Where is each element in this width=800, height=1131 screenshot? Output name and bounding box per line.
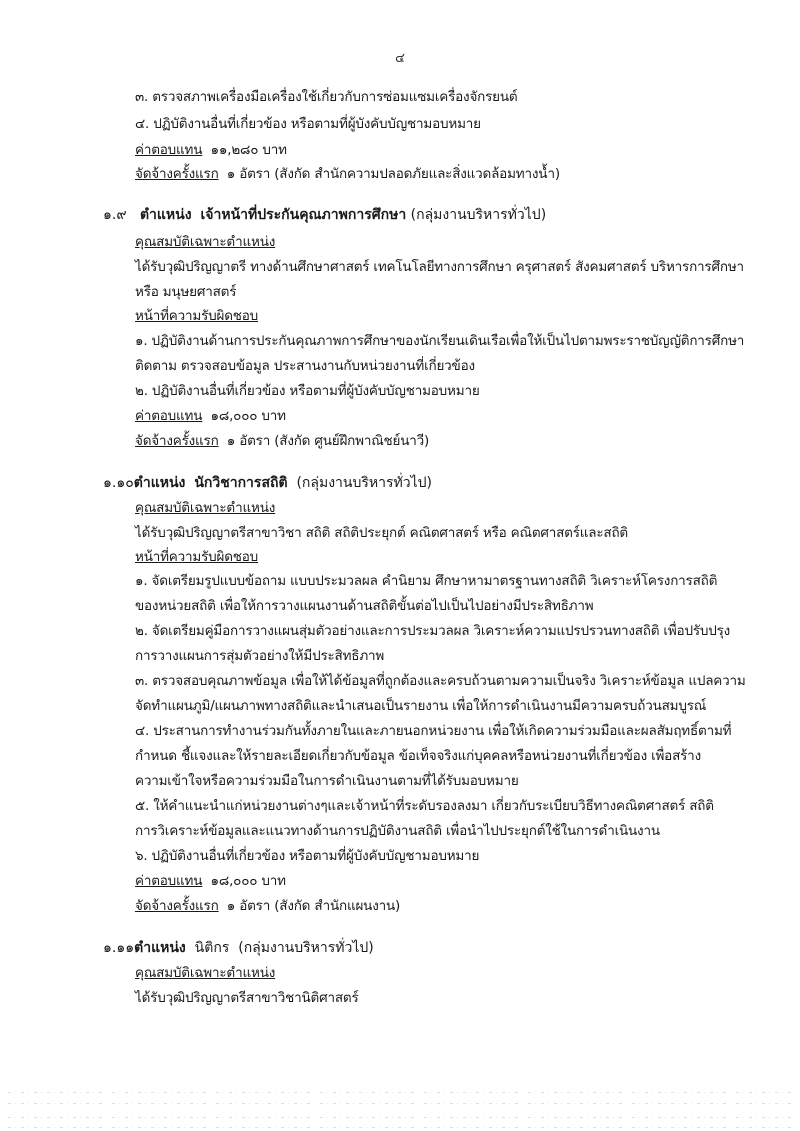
qualification-text: ได้รับวุฒิปริญญาตรี ทางด้านศึกษาศาสตร์ เทคโนโลยีทางการศึกษา ครุศาสตร์ สังคมศาสตร์ บริหารการศึกษา [135,259,744,275]
duty-item: การวางแผนการสุ่มตัวอย่างให้มีประสิทธิภาพ [135,648,385,664]
compensation-line [135,141,287,159]
duty-item: ๓. ตรวจสอบคุณภาพข้อมูล เพื่อให้ได้ข้อมูลที่ถูกต้องและครบถ้วนตามความเป็นจริง วิเคราะห์ข้อมูล แปลความ [135,673,746,689]
duty-item: ๓. ตรวจสภาพเครื่องมือเครื่องใช้เกี่ยวกับการซ่อมแซมเครื่องจักรยนต์ [135,89,518,105]
position-label: ตำแหน่ง [134,940,186,956]
position-group: (กลุ่มงานบริหารทั่วไป) [296,475,432,491]
section-heading [103,939,374,957]
hiring-line [135,165,560,183]
section-number: ๑.๙ [103,207,127,223]
position-group: (กลุ่มงานบริหารทั่วไป) [238,940,374,956]
qualifications-label: คุณสมบัติเฉพาะตำแหน่ง [135,234,276,250]
hiring-label: จัดจ้างครั้งแรก [135,166,219,182]
position-title: เจ้าหน้าที่ประกันคุณภาพการศึกษา [200,207,407,223]
duty-item: ๔. ปฏิบัติงานอื่นที่เกี่ยวข้อง หรือตามที่ผู้บังคับบัญชามอบหมาย [135,116,481,132]
compensation-label: ค่าตอบแทน [135,142,203,158]
duty-item: ๒. ปฏิบัติงานอื่นที่เกี่ยวข้อง หรือตามที่ผู้บังคับบัญชามอบหมาย [135,383,480,399]
duty-item: กำหนด ชี้แจงและให้รายละเอียดเกี่ยวกับข้อมูล ข้อเท็จจริงแก่บุคคลหรือหน่วยงานที่เกี่ยวข้อง เพื่อสร้าง [135,748,701,764]
compensation-line [135,872,286,890]
duty-item: การวิเคราะห์ข้อมูลและแนวทางด้านการปฏิบัติงานสถิติ เพื่อนำไปประยุกต์ใช้ในการดำเนินงาน [135,823,660,839]
hiring-value: ๑ อัตรา (สังกัด สำนักแผนงาน) [226,898,401,914]
duty-item: ๑. จัดเตรียมรูปแบบข้อถาม แบบประมวลผล คำนิยาม ศึกษาหามาตรฐานทางสถิติ วิเคราะห์โครงการสถิติ [135,573,718,589]
section-heading [103,474,432,492]
duty-item: ๑. ปฏิบัติงานด้านการประกันคุณภาพการศึกษาของนักเรียนเดินเรือเพื่อให้เป็นไปตามพระราชบัญญัติการศึกษา [135,333,745,349]
qualifications-label: คุณสมบัติเฉพาะตำแหน่ง [135,965,276,981]
hiring-value: ๑ อัตรา (สังกัด สำนักความปลอดภัยและสิ่งแวดล้อมทางน้ำ) [226,166,560,182]
section-heading [103,206,546,224]
qualification-text: ได้รับวุฒิปริญญาตรีสาขาวิชานิติศาสตร์ [135,990,359,1006]
scan-noise-line [8,1092,792,1093]
hiring-value: ๑ อัตรา (สังกัด ศูนย์ฝึกพาณิชย์นาวี) [226,433,430,449]
position-label: ตำแหน่ง [133,475,186,491]
duty-item: ๔. ประสานการทำงานร่วมกันทั้งภายในและภายนอกหน่วยงาน เพื่อให้เกิดความร่วมมือและผลสัมฤทธิ์ตามที่ [135,723,732,739]
position-title: นักวิชาการสถิติ [194,475,288,491]
hiring-label: จัดจ้างครั้งแรก [135,433,219,449]
hiring-line [135,897,400,915]
compensation-label: ค่าตอบแทน [135,408,203,424]
scan-noise-line [8,1117,792,1118]
section-number: ๑.๑๑ [103,940,135,956]
duty-item: ความเข้าใจหรือความร่วมมือในการดำเนินงานตามที่ได้รับมอบหมาย [135,773,519,789]
scan-noise-line [8,1127,792,1128]
hiring-line [135,432,429,450]
section-number: ๑.๑๐ [103,475,134,491]
position-label: ตำแหน่ง [139,207,192,223]
duty-item: จัดทำแผนภูมิ/แผนภาพทางสถิติและนำเสนอเป็นรายงาน เพื่อให้การดำเนินงานมีความครบถ้วนสมบูรณ์ [135,698,707,714]
duty-item: ติดตาม ตรวจสอบข้อมูล ประสานงานกับหน่วยงานที่เกี่ยวข้อง [135,358,475,374]
hiring-label: จัดจ้างครั้งแรก [135,898,219,914]
position-group: (กลุ่มงานบริหารทั่วไป) [410,207,547,223]
qualifications-label: คุณสมบัติเฉพาะตำแหน่ง [135,500,276,516]
duties-label: หน้าที่ความรับผิดชอบ [135,308,259,324]
page-number: ๔ [395,51,405,66]
compensation-value: ๑๘,๐๐๐ บาท [210,408,286,424]
compensation-value: ๑๘,๐๐๐ บาท [210,873,286,889]
compensation-line [135,407,286,425]
qualification-text: หรือ มนุษยศาสตร์ [135,284,237,300]
duty-item: ๒. จัดเตรียมคู่มือการวางแผนสุ่มตัวอย่างและการประมวลผล วิเคราะห์ความแปรปรวนทางสถิติ เพื่อปรับปรุง [135,623,731,639]
duty-item: ๕. ให้คำแนะนำแก่หน่วยงานต่างๆและเจ้าหน้าที่ระดับรองลงมา เกี่ยวกับระเบียบวิธีทางคณิตศาสตร์ สถิติ [135,798,714,814]
compensation-label: ค่าตอบแทน [135,873,203,889]
position-title: นิติกร [194,940,230,956]
compensation-value: ๑๑,๒๘๐ บาท [210,142,287,158]
duty-item: ของหน่วยสถิติ เพื่อให้การวางแผนงานด้านสถิติขั้นต่อไปเป็นไปอย่างมีประสิทธิภาพ [135,598,594,614]
qualification-text: ได้รับวุฒิปริญญาตรีสาขาวิชา สถิติ สถิติประยุกต์ คณิตศาสตร์ หรือ คณิตศาสตร์และสถิติ [135,525,628,541]
scan-noise-line [8,1103,792,1104]
duties-label: หน้าที่ความรับผิดชอบ [135,549,259,565]
duty-item: ๖. ปฏิบัติงานอื่นที่เกี่ยวข้อง หรือตามที่ผู้บังคับบัญชามอบหมาย [135,848,480,864]
